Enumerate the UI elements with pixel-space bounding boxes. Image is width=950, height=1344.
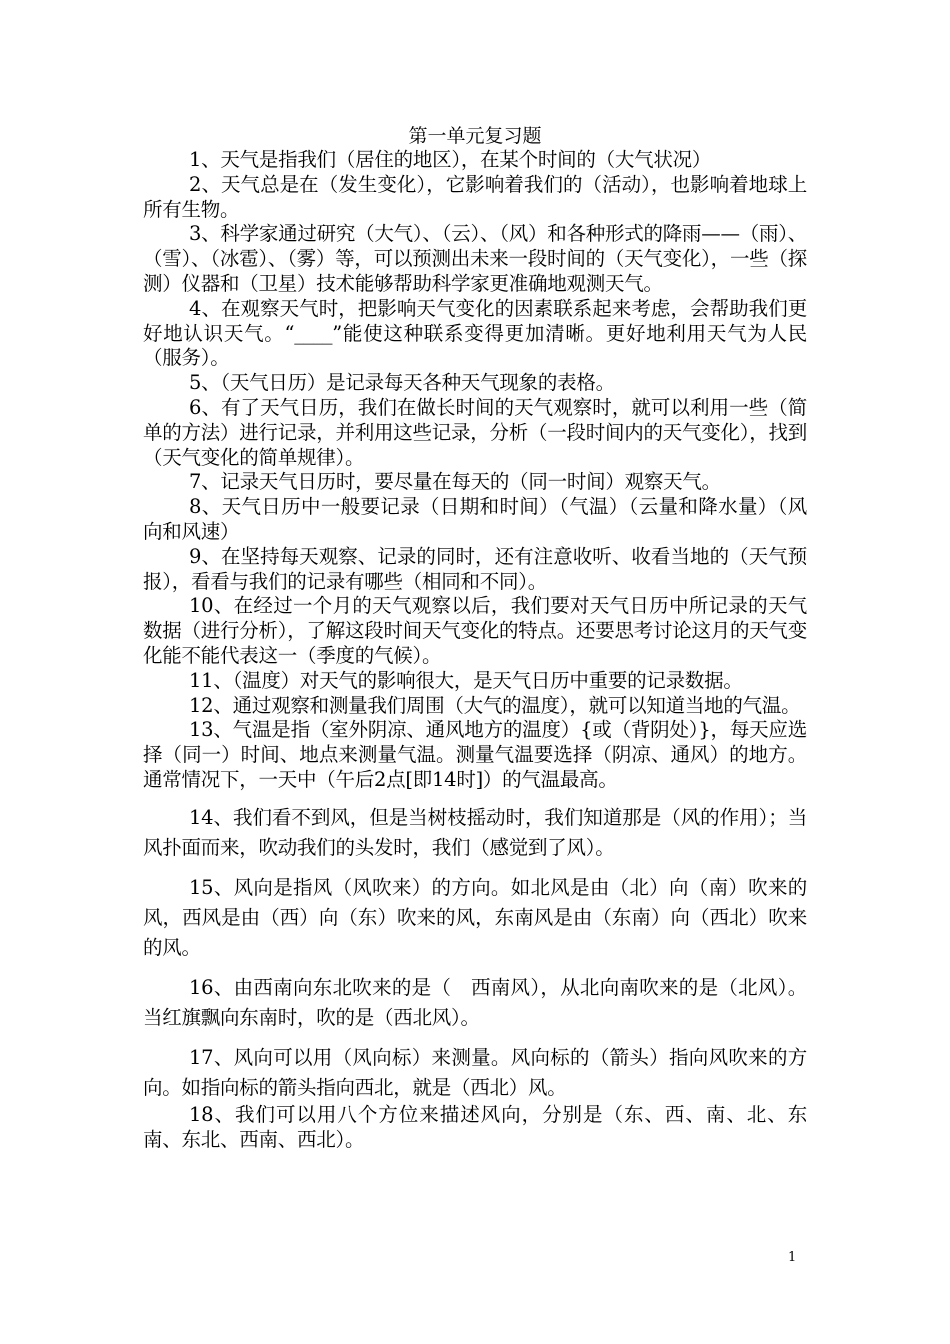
paragraph-13: 13、气温是指（室外阴凉、通风地方的温度）{或（背阴处）}，每天应选择（同一）时间、地点来测量气温。测量气温要选择（阴凉、通风）的地方。通常情况下，一天中（午后2点[即14时]）的气温最高。 — [143, 718, 807, 791]
paragraph-3: 3、科学家通过研究（大气）、（云）、（风）和各种形式的降雨——（雨）、（雪）、（冰雹）、（雾）等，可以预测出未来一段时间的（天气变化），一些（探测）仪器和（卫星）技术能够帮助科学家更准确地观测天气。 — [143, 222, 807, 295]
paragraph-15: 15、风向是指风（风吹来）的方向。如北风是由（北）向（南）吹来的风，西风是由（西）向（东）吹来的风，东南风是由（东南）向（西北）吹来的风。 — [143, 875, 807, 959]
paragraph-5: 5、（天气日历）是记录每天各种天气现象的表格。 — [189, 371, 615, 395]
paragraph-12: 12、通过观察和测量我们周围（大气的温度），就可以知道当地的气温。 — [189, 693, 801, 717]
paragraph-17: 17、风向可以用（风向标）来测量。风向标的（箭头）指向风吹来的方向。如指向标的箭头指向西北，就是（西北）风。 — [143, 1045, 807, 1099]
paragraph-6: 6、有了天气日历，我们在做长时间的天气观察时，就可以利用一些（简单的方法）进行记录，并利用这些记录，分析（一段时间内的天气变化），找到（天气变化的简单规律）。 — [143, 395, 808, 469]
document-body — [143, 148, 807, 1152]
paragraph-4: 4、在观察天气时，把影响天气变化的因素联系起来考虑，会帮助我们更好地认识天气。“____”能使这种联系变得更加清晰。更好地利用天气为人民（服务）。 — [143, 296, 807, 370]
paragraph-18: 18、我们可以用八个方位来描述风向，分别是（东、西、南、北、东南、东北、西南、西北）。 — [143, 1102, 807, 1151]
paragraph-10: 10、在经过一个月的天气观察以后，我们要对天气日历中所记录的天气数据（进行分析），了解这段时间天气变化的特点。还要思考讨论这月的天气变化能不能代表这一（季度的气候）。 — [143, 594, 808, 667]
paragraph-7: 7、记录天气日历时，要尽量在每天的（同一时间）观察天气。 — [189, 470, 721, 494]
paragraph-8: 8、天气日历中一般要记录（日期和时间）（气温）（云量和降水量）（风向和风速） — [143, 495, 807, 543]
paragraph-16: 16、由西南向东北吹来的是（ 西南风），从北向南吹来的是（北风）。当红旗飘向东南时，吹的是（西北风）。 — [143, 975, 807, 1029]
paragraph-9: 9、在坚持每天观察、记录的同时，还有注意收听、收看当地的（天气预报），看看与我们的记录有哪些（相同和不同）。 — [143, 544, 807, 593]
paragraph-1: 1、天气是指我们（居住的地区），在某个时间的（大气状况） — [189, 148, 712, 171]
paragraph-11: 11、（温度）对天气的影响很大，是天气日历中重要的记录数据。 — [189, 668, 743, 692]
paragraph-2: 2、天气总是在（发生变化），它影响着我们的（活动），也影响着地球上所有生物。 — [143, 172, 807, 221]
paragraph-14: 14、我们看不到风，但是当树枝摇动时，我们知道那是（风的作用）；当风扑面而来，吹动我们的头发时，我们（感觉到了风）。 — [143, 805, 807, 859]
page-number: 1 — [788, 1250, 797, 1265]
document-title: 第一单元复习题 — [408, 125, 542, 147]
